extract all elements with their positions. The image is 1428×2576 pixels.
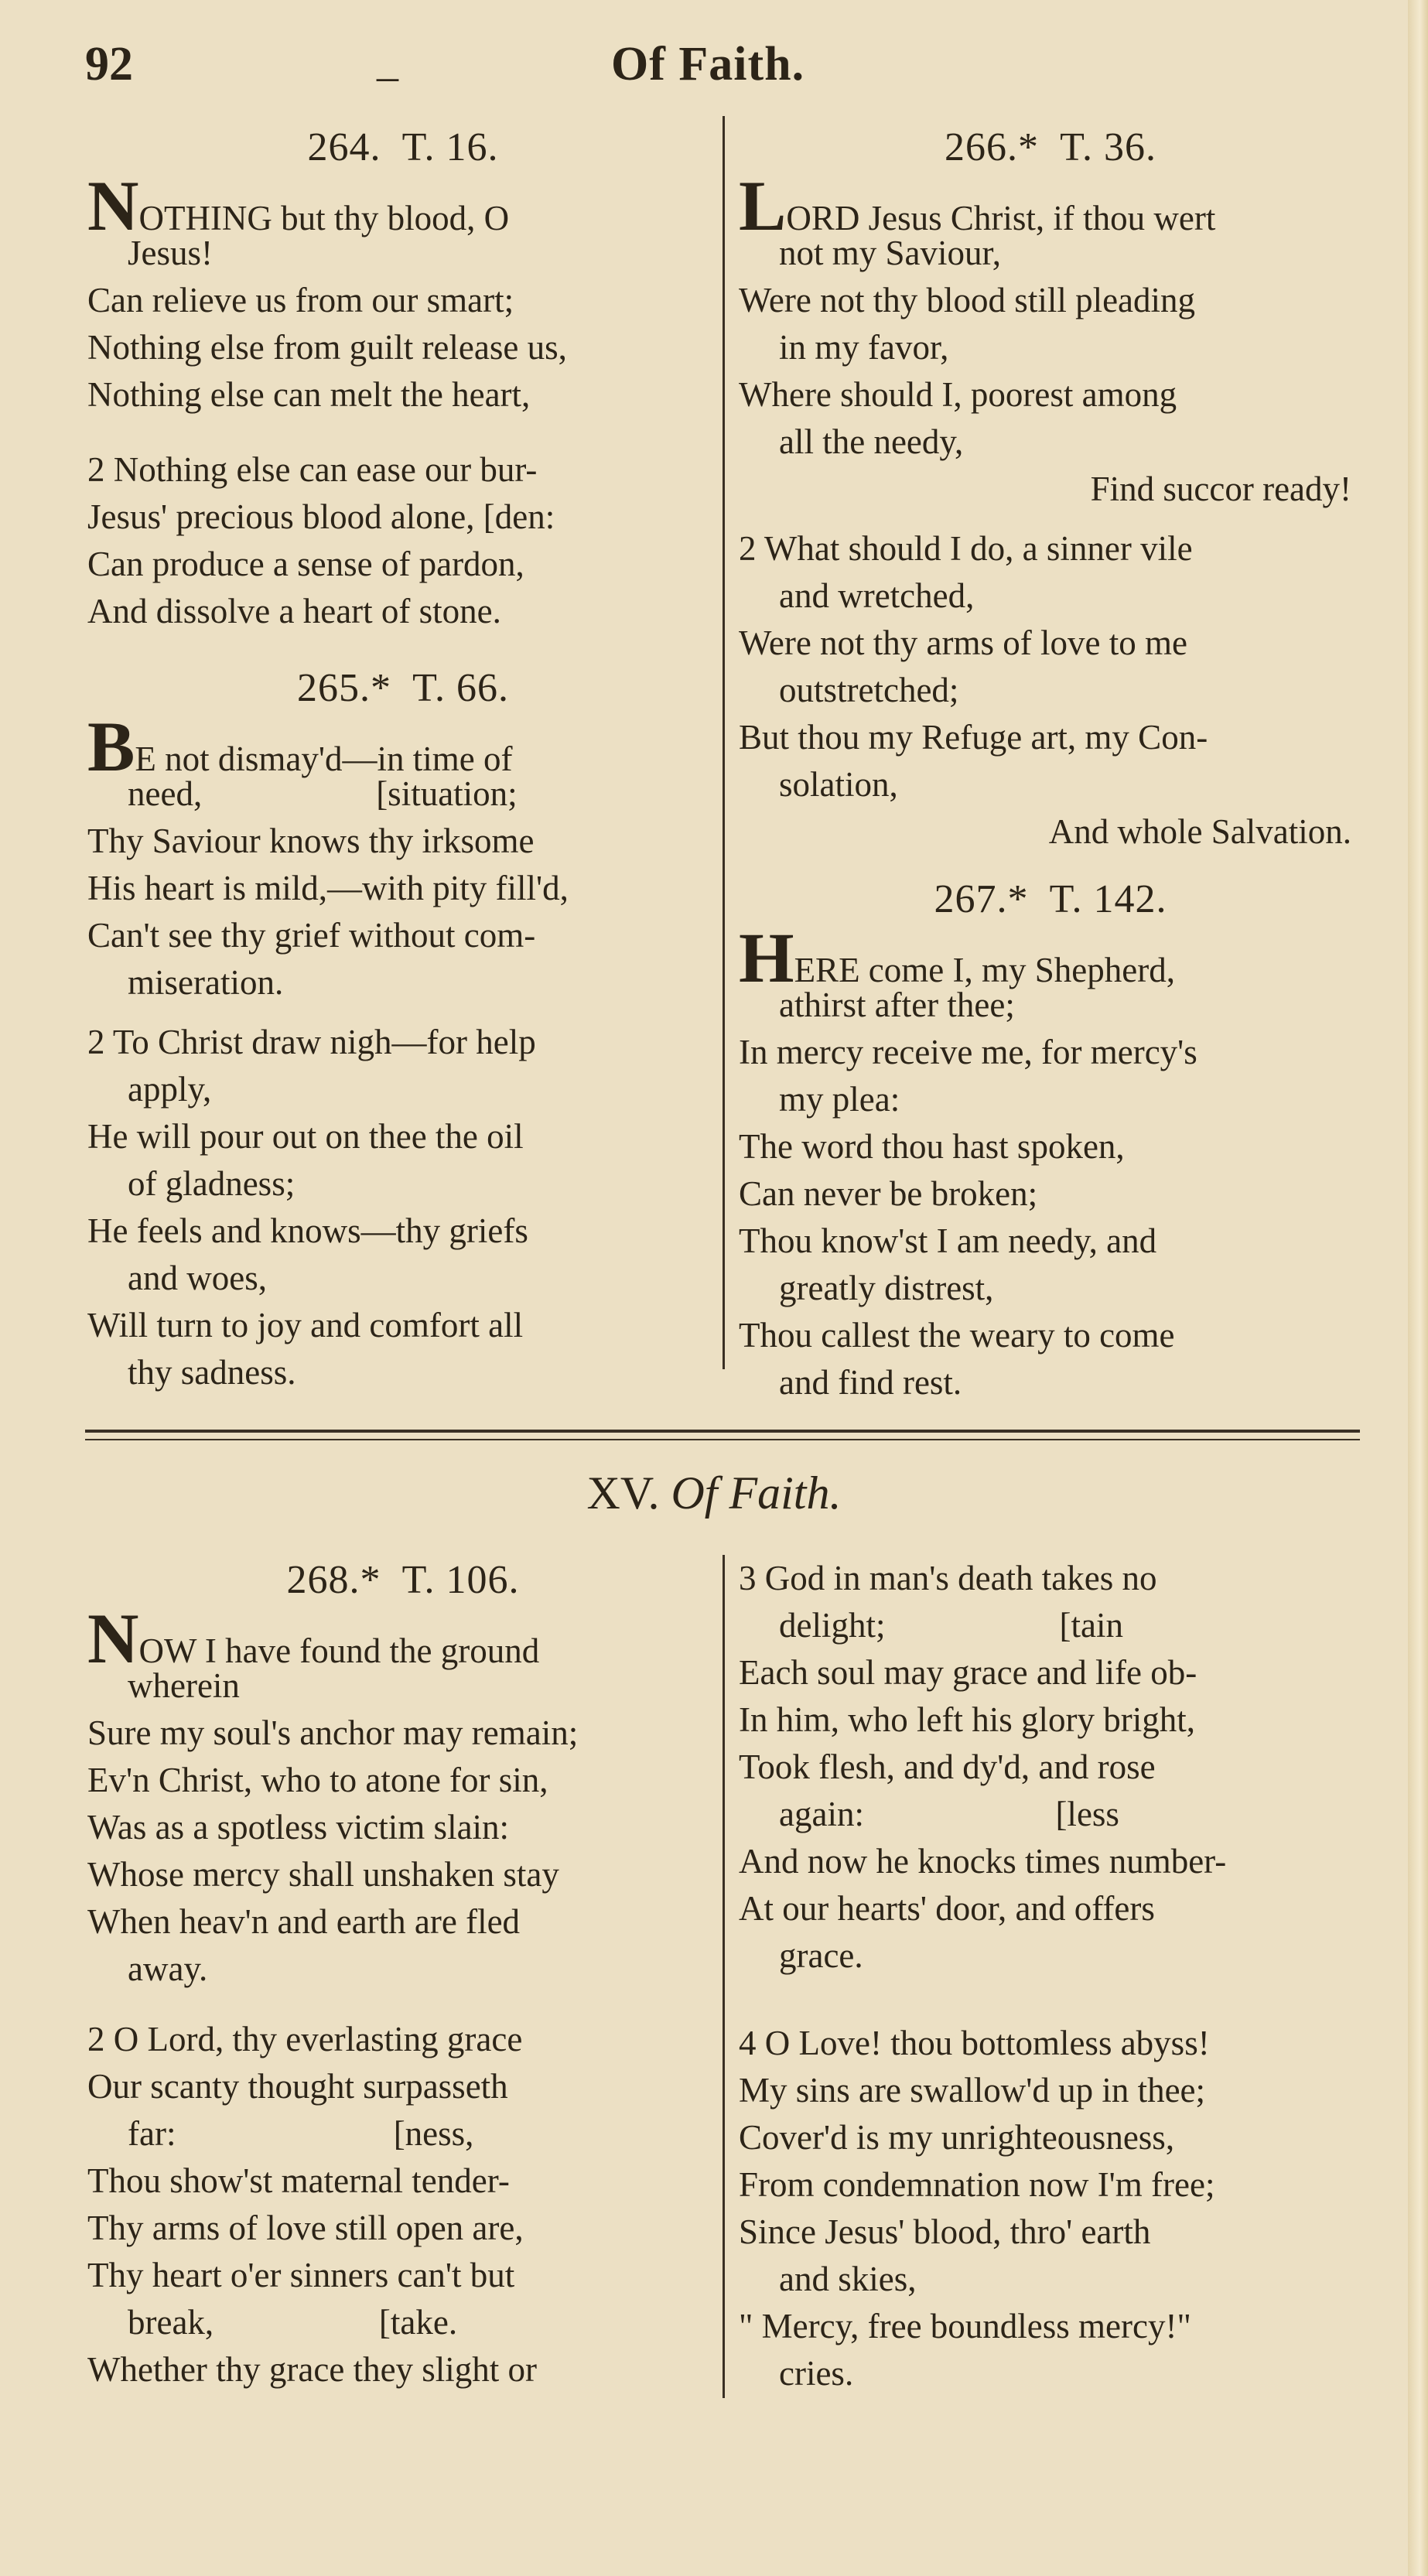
verse-line: Sure my soul's anchor may remain; <box>87 1713 579 1752</box>
hymn-number: 266.* <box>945 125 1040 169</box>
verse-line: Thou callest the weary to come <box>739 1316 1175 1355</box>
verse-line: NOW I have found the ground <box>87 1599 540 1678</box>
verse-line: Whose mercy shall unshaken stay <box>87 1855 559 1894</box>
verse-line: apply, <box>128 1070 212 1109</box>
section-rule-thick <box>85 1430 1360 1433</box>
hymn-tune: T. 142. <box>1049 877 1167 921</box>
hymn-tune: T. 36. <box>1060 125 1156 169</box>
column-top-right <box>739 122 1362 1406</box>
hymn-heading <box>87 663 719 714</box>
verse-line: He feels and knows—thy griefs <box>87 1211 528 1250</box>
verse-line: Each soul may grace and life ob- <box>739 1653 1197 1692</box>
verse-line: Nothing else can melt the heart, <box>87 375 531 414</box>
verse-line: thy sadness. <box>128 1353 296 1392</box>
verse-line: And dissolve a heart of stone. <box>87 592 501 630</box>
hymn-267 <box>739 874 1362 1406</box>
verse-line: 3 God in man's death takes no <box>739 1559 1157 1597</box>
column-bottom-right <box>739 1555 1362 2397</box>
verse-line: grace. <box>779 1936 863 1975</box>
verse-line: Whether thy grace they slight or <box>87 2350 538 2389</box>
verse-line: outstretched; <box>779 671 959 709</box>
verse-line: miseration. <box>128 963 284 1002</box>
verse-line: At our hearts' door, and offers <box>739 1889 1155 1928</box>
section-title: Of Faith. <box>671 1467 842 1519</box>
verse-line: Where should I, poorest among <box>739 375 1177 414</box>
verse-line: Were not thy arms of love to me <box>739 624 1187 662</box>
verse-line: in my favor, <box>779 328 949 367</box>
hymn-265 <box>87 663 719 1396</box>
verse-line: LORD Jesus Christ, if thou wert <box>739 166 1216 245</box>
page-edge <box>1408 0 1428 2576</box>
verse-line: athirst after thee; <box>779 986 1015 1024</box>
verse-line: delight; [tain <box>779 1606 1123 1645</box>
hymn-heading <box>739 122 1362 173</box>
verse-line: Jesus! <box>128 234 213 272</box>
verse-line: Thou know'st I am needy, and <box>739 1221 1157 1260</box>
column-bottom-left <box>87 1555 719 2393</box>
hymn-264 <box>87 122 719 635</box>
verse-line: The word thou hast spoken, <box>739 1127 1125 1166</box>
hymn-heading <box>87 1555 719 1606</box>
verse-line: 2 O Lord, thy everlasting grace <box>87 2020 523 2058</box>
verse-line: Our scanty thought surpasseth <box>87 2067 508 2106</box>
verse-line: my plea: <box>779 1080 900 1119</box>
hymn-266 <box>739 122 1362 856</box>
verse-line: Cover'd is my unrighteousness, <box>739 2118 1175 2157</box>
verse-line: Can't see thy grief without com- <box>87 916 536 955</box>
verse-line: again: [less <box>779 1795 1119 1833</box>
section-heading <box>0 1462 1428 1524</box>
hymn-number: 268.* <box>286 1558 381 1602</box>
verse-line: 2 Nothing else can ease our bur- <box>87 450 538 489</box>
hymn-tune: T. 66. <box>412 666 509 710</box>
hymn-heading <box>739 874 1362 925</box>
verse-line: NOTHING but thy blood, O <box>87 166 510 245</box>
section-numeral: XV. <box>586 1467 660 1519</box>
verse-line: He will pour out on thee the oil <box>87 1117 524 1156</box>
verse-line: From condemnation now I'm free; <box>739 2165 1215 2204</box>
hymn-268 <box>87 1555 719 2393</box>
column-divider-top <box>723 116 725 1369</box>
verse-line: wherein <box>128 1666 240 1705</box>
verse-line: In him, who left his glory bright, <box>739 1700 1195 1739</box>
column-divider-bottom <box>723 1555 725 2398</box>
verse-line: Will turn to joy and comfort all <box>87 1306 524 1344</box>
verse-line: of gladness; <box>128 1164 296 1203</box>
verse-line: Can produce a sense of pardon, <box>87 545 524 583</box>
verse-line: His heart is mild,—with pity fill'd, <box>87 869 569 907</box>
hymn-number: 267.* <box>934 877 1029 921</box>
verse-line: Can never be broken; <box>739 1174 1038 1213</box>
section-rule-thin <box>85 1439 1360 1440</box>
verse-line: And whole Salvation. <box>1048 812 1351 851</box>
verse-line: " Mercy, free boundless mercy!" <box>739 2307 1191 2345</box>
verse-line: Were not thy blood still pleading <box>739 281 1196 319</box>
verse-line: In mercy receive me, for mercy's <box>739 1033 1197 1071</box>
verse-line: Nothing else from guilt release us, <box>87 328 567 367</box>
running-header <box>0 34 1428 96</box>
hymn-number: 264. <box>307 125 381 169</box>
verse-line: 2 What should I do, a sinner vile <box>739 529 1193 568</box>
verse-line: greatly distrest, <box>779 1269 994 1307</box>
column-top-left <box>87 122 719 1396</box>
verse-line: solation, <box>779 765 898 804</box>
hymn-268-continued <box>739 1555 1362 2397</box>
verse-line: 4 O Love! thou bottomless abyss! <box>739 2024 1210 2062</box>
verse-line: When heav'n and earth are fled <box>87 1902 521 1941</box>
verse-line: not my Saviour, <box>779 234 1001 272</box>
verse-line: far: [ness, <box>128 2114 474 2153</box>
verse-line: Jesus' precious blood alone, [den: <box>87 497 555 536</box>
verse-line: Since Jesus' blood, thro' earth <box>739 2212 1151 2251</box>
verse-line: BE not dismay'd—in time of <box>87 707 513 786</box>
verse-line: and find rest. <box>779 1363 962 1402</box>
running-title: Of Faith. <box>611 38 805 91</box>
verse-line: and skies, <box>779 2260 917 2298</box>
page-number: 92 <box>85 38 133 91</box>
verse-line: break, [take. <box>128 2303 458 2342</box>
verse-line: Took flesh, and dy'd, and rose <box>739 1748 1156 1786</box>
hymn-heading <box>87 122 719 173</box>
verse-line: HERE come I, my Shepherd, <box>739 918 1175 997</box>
verse-line: and wretched, <box>779 576 975 615</box>
verse-line: Thy Saviour knows thy irksome <box>87 822 535 860</box>
hymn-tune: T. 106. <box>401 1558 520 1602</box>
verse-line: Thy heart o'er sinners can't but <box>87 2256 515 2294</box>
verse-line: Ev'n Christ, who to atone for sin, <box>87 1761 548 1799</box>
verse-line: My sins are swallow'd up in thee; <box>739 2071 1206 2110</box>
verse-line: Find succor ready! <box>1090 470 1351 508</box>
verse-line: and woes, <box>128 1259 267 1297</box>
verse-line: But thou my Refuge art, my Con- <box>739 718 1208 757</box>
hymn-tune: T. 16. <box>401 125 499 169</box>
verse-line: away. <box>128 1949 208 1988</box>
hymn-number: 265.* <box>297 666 392 710</box>
verse-line: all the needy, <box>779 422 964 461</box>
verse-line: 2 To Christ draw nigh—for help <box>87 1023 536 1061</box>
verse-line: And now he knocks times number- <box>739 1842 1227 1881</box>
verse-line: need, [situation; <box>128 774 518 813</box>
verse-line: Can relieve us from our smart; <box>87 281 514 319</box>
verse-line: Thou show'st maternal tender- <box>87 2161 510 2200</box>
verse-line: cries. <box>779 2354 854 2393</box>
verse-line: Thy arms of love still open are, <box>87 2209 524 2247</box>
header-dash: _ <box>377 38 398 86</box>
verse-line: Was as a spotless victim slain: <box>87 1808 510 1847</box>
